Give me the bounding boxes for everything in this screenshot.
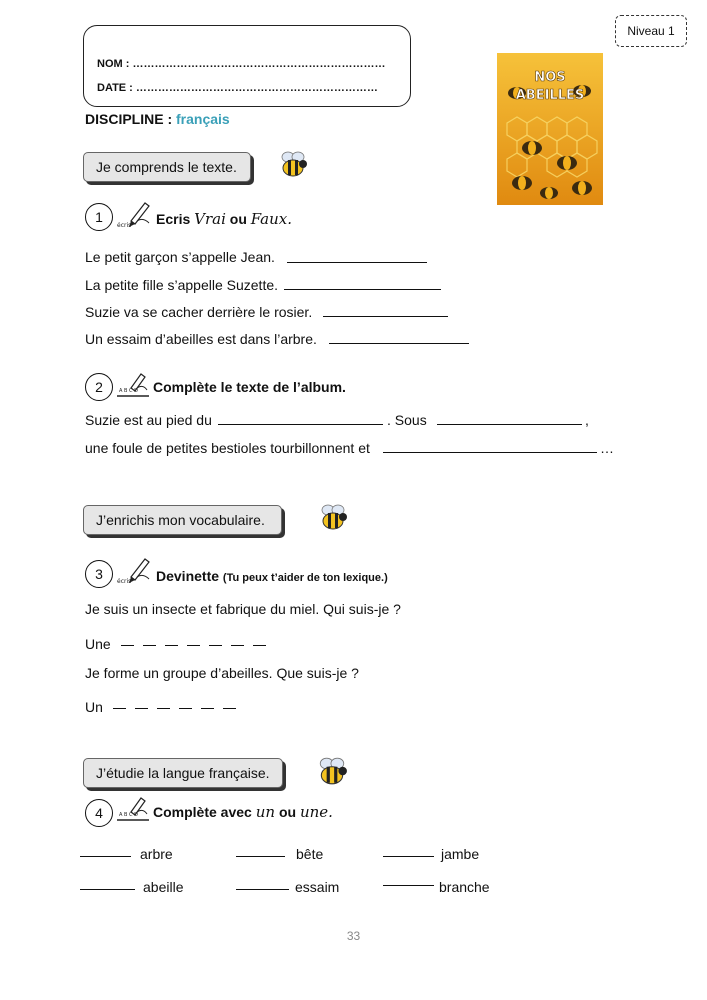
ex2-blank-3[interactable]: [383, 452, 597, 453]
ex1-sentence-2: La petite fille s’appelle Suzette.: [85, 277, 279, 293]
exercise-1-title: Ecris Vrai ou Faux.: [156, 210, 293, 228]
svg-text:écris: écris: [117, 578, 132, 585]
svg-text:écris: écris: [117, 222, 132, 229]
page-number: 33: [346, 929, 361, 943]
ex4-word: bête: [296, 846, 324, 862]
ex4-blank-branche[interactable]: [383, 885, 434, 886]
pencil-icon: [117, 555, 153, 590]
exercise-1-number: 1: [85, 203, 113, 231]
ex1-answer-line-1[interactable]: [287, 262, 427, 263]
section-title: Je comprends le texte.: [96, 159, 237, 175]
section-title: J’enrichis mon vocabulaire.: [96, 512, 265, 528]
svg-text:A B C D: A B C D: [119, 388, 138, 394]
bee-icon: [313, 755, 351, 792]
ex4-blank-essaim[interactable]: [236, 889, 289, 890]
exercise-2-number: 2: [85, 373, 113, 401]
exercise-3-number: 3: [85, 560, 113, 588]
writing-hand-icon: [117, 794, 153, 829]
section-vocabulary: [83, 505, 282, 535]
ex3-answer-1[interactable]: Une: [85, 636, 275, 652]
date-field[interactable]: DATE : …………………………………………………………: [97, 82, 378, 94]
name-field[interactable]: NOM : ……………………………………………………………: [97, 58, 386, 70]
ex2-line1-end: ,: [585, 412, 589, 428]
svg-text:A B C D: A B C D: [119, 812, 138, 818]
ex1-answer-line-3[interactable]: [323, 316, 448, 317]
writing-hand-icon: [117, 370, 153, 405]
discipline-value: français: [176, 111, 230, 127]
section-language: [83, 758, 283, 788]
ex4-blank-bete[interactable]: [236, 856, 285, 857]
ex4-word: essaim: [295, 879, 340, 895]
ex1-answer-line-4[interactable]: [329, 343, 469, 344]
ex1-sentence-1: Le petit garçon s’appelle Jean.: [85, 249, 275, 265]
ex2-line2-end: …: [600, 440, 614, 456]
ex3-question-1: Je suis un insecte et fabrique du miel. Qui suis-je ?: [85, 601, 401, 617]
level-badge: Niveau 1: [615, 15, 687, 47]
ex4-word: branche: [439, 879, 490, 895]
ex4-blank-abeille[interactable]: [80, 889, 135, 890]
ex2-line1-mid: . Sous: [387, 412, 427, 428]
exercise-4-title: Complète avec un ou une.: [153, 803, 333, 821]
ex1-answer-line-2[interactable]: [284, 289, 441, 290]
pencil-icon: [117, 199, 153, 234]
ex3-question-2: Je forme un groupe d’abeilles. Que suis-je ?: [85, 665, 359, 681]
discipline-label: DISCIPLINE :: [85, 111, 173, 127]
ex2-line1-start: Suzie est au pied du: [85, 412, 212, 428]
bee-icon: [316, 502, 350, 537]
discipline: [85, 111, 230, 127]
exercise-4-number: 4: [85, 799, 113, 827]
book-title: NOS: [534, 70, 566, 85]
ex4-blank-arbre[interactable]: [80, 856, 131, 857]
exercise-2-title: Complète le texte de l’album.: [153, 379, 346, 395]
ex4-word: abeille: [143, 879, 184, 895]
ex4-blank-jambe[interactable]: [383, 856, 434, 857]
ex3-answer-2[interactable]: Un: [85, 699, 245, 715]
ex2-blank-2[interactable]: [437, 424, 582, 425]
exercise-3-title: Devinette (Tu peux t’aider de ton lexique.): [156, 568, 388, 584]
ex1-sentence-4: Un essaim d’abeilles est dans l’arbre.: [85, 331, 317, 347]
ex4-word: arbre: [140, 846, 173, 862]
ex2-blank-1[interactable]: [218, 424, 383, 425]
ex2-line2-start: une foule de petites bestioles tourbillonnent et: [85, 440, 370, 456]
section-title: J’étudie la langue française.: [96, 765, 270, 781]
svg-text:ABEILLES: ABEILLES: [515, 88, 585, 103]
ex1-sentence-3: Suzie va se cacher derrière le rosier.: [85, 304, 313, 320]
bee-icon: [276, 149, 310, 184]
section-comprehension: [83, 152, 251, 182]
ex4-word: jambe: [441, 846, 480, 862]
book-cover-image: [497, 53, 603, 205]
